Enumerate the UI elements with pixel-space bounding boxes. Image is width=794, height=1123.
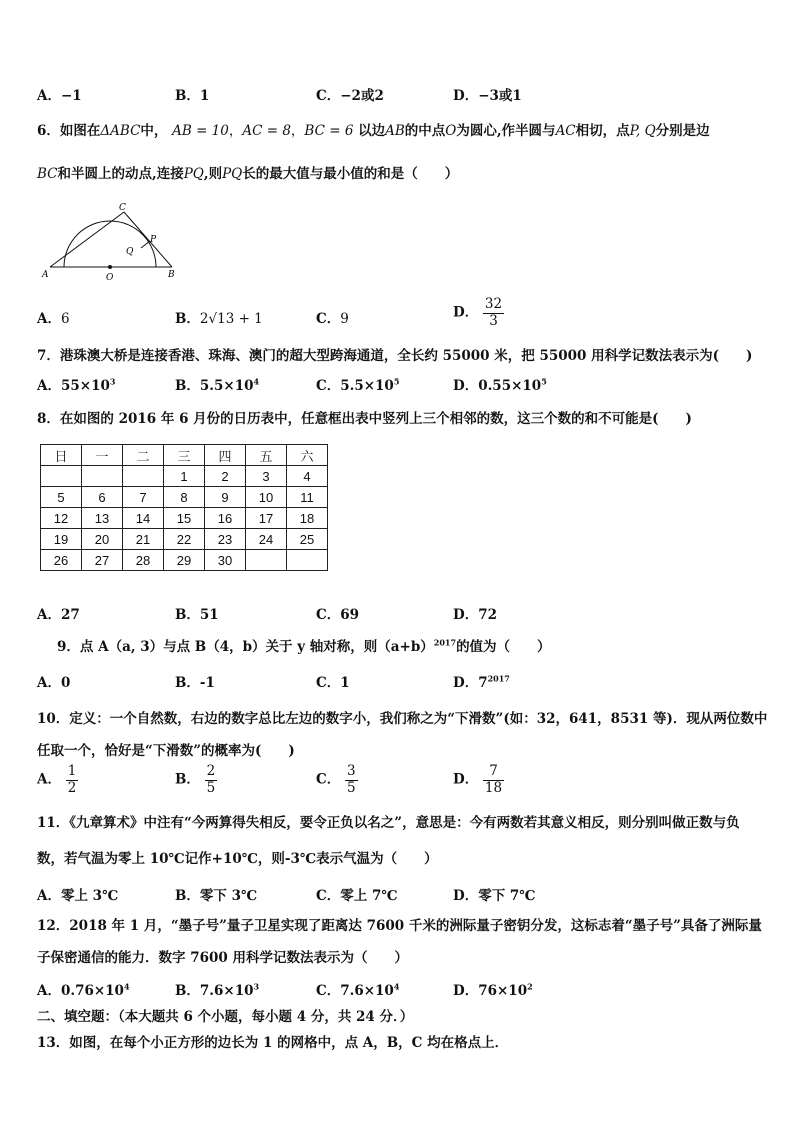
q5-option-a: A．−1 — [37, 88, 82, 104]
q6-triangle-figure — [38, 200, 183, 282]
calendar-header: 六 — [287, 445, 328, 466]
q11-option-c: C．零上 7℃ — [316, 888, 398, 904]
calendar-row — [41, 466, 328, 487]
q10-stem-line1: 10．定义：一个自然数，右边的数字总比左边的数字小，我们称之为“下滑数”(如：32，641，8531 等)．现从两位数中 — [37, 711, 768, 727]
calendar-row — [41, 529, 328, 550]
q12-option-d: D．$76\times 10^2$ — [453, 981, 533, 999]
calendar-cell: 26 — [41, 550, 82, 571]
q10-stem-line2: 任取一个，恰好是“下滑数”的概率为( ) — [37, 743, 295, 759]
q8-option-b: B．51 — [175, 607, 219, 623]
calendar-cell: 16 — [205, 508, 246, 529]
q7-option-b: B．$5.5\times 10^4$ — [175, 376, 260, 394]
calendar-cell: 13 — [82, 508, 123, 529]
fraction: $\frac{2}{5}$ — [206, 763, 216, 796]
calendar-cell: 21 — [123, 529, 164, 550]
calendar-cell: 7 — [123, 487, 164, 508]
calendar-header: 五 — [246, 445, 287, 466]
segment-bc — [124, 212, 172, 267]
calendar-cell: 5 — [41, 487, 82, 508]
calendar-row — [41, 550, 328, 571]
q6-option-d: D． $\frac{32}{3}$ — [453, 296, 503, 329]
section-2-title: 二、填空题：（本大题共 6 个小题，每小题 4 分，共 24 分．） — [37, 1009, 414, 1025]
q6-stem-line1: 6．如图在ΔABC中， AB = 10，AC = 8，BC = 6 以边AB的中点O为圆心,作半圆与AC相切，点P, Q分别是边 — [37, 123, 710, 139]
label-o: O — [106, 273, 114, 282]
calendar-header: 二 — [123, 445, 164, 466]
calendar-table — [40, 444, 328, 571]
calendar-cell: 11 — [287, 487, 328, 508]
q9-stem: 9．点 A（a, 3）与点 B（4，b）关于 y 轴对称，则$(a+b)^{2017}$的值为（ ） — [57, 637, 551, 655]
label-a: A — [42, 270, 49, 280]
q10-option-c: C． $\frac{3}{5}$ — [316, 763, 356, 796]
calendar-row — [41, 508, 328, 529]
calendar-cell: 23 — [205, 529, 246, 550]
calendar-header: 日 — [41, 445, 82, 466]
fraction: $\frac{3}{5}$ — [346, 763, 356, 796]
q8-option-d: D．72 — [453, 607, 497, 623]
calendar-cell — [82, 466, 123, 487]
q12-option-b: B．$7.6\times 10^3$ — [175, 981, 260, 999]
q5-option-c: C．−2或2 — [316, 88, 384, 104]
q8-stem: 8．在如图的 2016 年 6 月份的日历表中，任意框出表中竖列上三个相邻的数，这三个数的和不可能是( ) — [37, 411, 692, 427]
q10-option-a: A． $\frac{1}{2}$ — [37, 763, 77, 796]
q8-option-c: C．69 — [316, 607, 360, 623]
calendar-cell: 25 — [287, 529, 328, 550]
calendar-cell: 6 — [82, 487, 123, 508]
calendar-cell: 10 — [246, 487, 287, 508]
segment-pq — [141, 241, 150, 248]
calendar-cell: 27 — [82, 550, 123, 571]
segment-ac — [50, 212, 124, 267]
fraction: $\frac{32}{3}$ — [484, 296, 503, 329]
calendar-cell: 17 — [246, 508, 287, 529]
calendar-header-row — [41, 445, 328, 466]
q12-stem-line1: 12．2018 年 1 月，“墨子号”量子卫星实现了距离达 7600 千米的洲际量子密钥分发，这标志着“墨子号”具备了洲际量 — [37, 918, 762, 934]
calendar-cell — [287, 550, 328, 571]
q9-option-a: A．0 — [37, 675, 71, 691]
calendar-cell: 22 — [164, 529, 205, 550]
q9-option-d: D．$7^{2017}$ — [453, 673, 510, 691]
calendar-header: 四 — [205, 445, 246, 466]
q11-option-a: A．零上 3℃ — [37, 888, 119, 904]
calendar-cell: 24 — [246, 529, 287, 550]
calendar-cell: 9 — [205, 487, 246, 508]
calendar-row — [41, 487, 328, 508]
calendar-cell: 15 — [164, 508, 205, 529]
calendar-cell: 4 — [287, 466, 328, 487]
q7-option-a: A．$55\times 10^3$ — [37, 376, 116, 394]
q6-option-a: A．6 — [37, 311, 70, 327]
calendar-cell: 1 — [164, 466, 205, 487]
q5-option-d: D．−3或1 — [453, 88, 522, 104]
calendar-cell: 29 — [164, 550, 205, 571]
label-c: C — [119, 203, 126, 213]
fraction: $\frac{7}{18}$ — [484, 763, 503, 796]
calendar-cell — [123, 466, 164, 487]
q9-option-c: C．1 — [316, 675, 350, 691]
q12-option-a: A．$0.76\times 10^4$ — [37, 981, 130, 999]
semicircle — [64, 221, 156, 267]
calendar-cell: 18 — [287, 508, 328, 529]
label-b: B — [168, 270, 175, 280]
q7-stem: 7．港珠澳大桥是连接香港、珠海、澳门的超大型跨海通道，全长约 55000 米，把 55000 用科学记数法表示为( ) — [37, 348, 753, 364]
calendar-cell — [41, 466, 82, 487]
q10-option-b: B． $\frac{2}{5}$ — [175, 763, 216, 796]
calendar-cell: 20 — [82, 529, 123, 550]
q5-option-b: B．1 — [175, 88, 210, 104]
calendar-cell: 3 — [246, 466, 287, 487]
q9-option-b: B．-1 — [175, 675, 215, 691]
q11-stem-line1: 11．《九章算术》中注有“今两算得失相反，要令正负以名之”，意思是：今有两数若其意义相反，则分别叫做正数与负 — [37, 815, 740, 831]
q12-option-c: C．$7.6\times 10^4$ — [316, 981, 400, 999]
q10-option-d: D． $\frac{7}{18}$ — [453, 763, 503, 796]
q11-option-b: B．零下 3℃ — [175, 888, 258, 904]
q6-option-c: C．9 — [316, 311, 349, 327]
q13-stem: 13．如图，在每个小正方形的边长为 1 的网格中，点 A，B，C 均在格点上． — [37, 1035, 509, 1051]
calendar-cell: 28 — [123, 550, 164, 571]
calendar-cell: 2 — [205, 466, 246, 487]
q8-option-a: A．27 — [37, 607, 80, 623]
calendar-cell: 30 — [205, 550, 246, 571]
calendar-cell: 12 — [41, 508, 82, 529]
calendar-cell: 8 — [164, 487, 205, 508]
calendar-header: 三 — [164, 445, 205, 466]
calendar-header: 一 — [82, 445, 123, 466]
q7-option-d: D．$0.55\times 10^5$ — [453, 376, 547, 394]
label-p: P — [150, 235, 157, 245]
calendar-cell: 19 — [41, 529, 82, 550]
q6-stem-line2: BC和半圆上的动点,连接PQ,则PQ长的最大值与最小值的和是（ ） — [37, 166, 459, 182]
q11-stem-line2: 数，若气温为零上 10℃记作+10℃，则-3℃表示气温为（ ） — [37, 851, 438, 867]
label-q: Q — [126, 247, 134, 257]
q11-option-d: D．零下 7℃ — [453, 888, 536, 904]
calendar-cell — [246, 550, 287, 571]
q7-option-c: C．$5.5\times 10^5$ — [316, 376, 400, 394]
q6-number: 6． — [37, 123, 60, 139]
center-point-o — [108, 265, 112, 269]
calendar-cell: 14 — [123, 508, 164, 529]
q12-stem-line2: 子保密通信的能力．数字 7600 用科学记数法表示为（ ） — [37, 950, 408, 966]
fraction: $\frac{1}{2}$ — [67, 763, 77, 796]
q6-option-b: B．2√13 + 1 — [175, 311, 263, 327]
